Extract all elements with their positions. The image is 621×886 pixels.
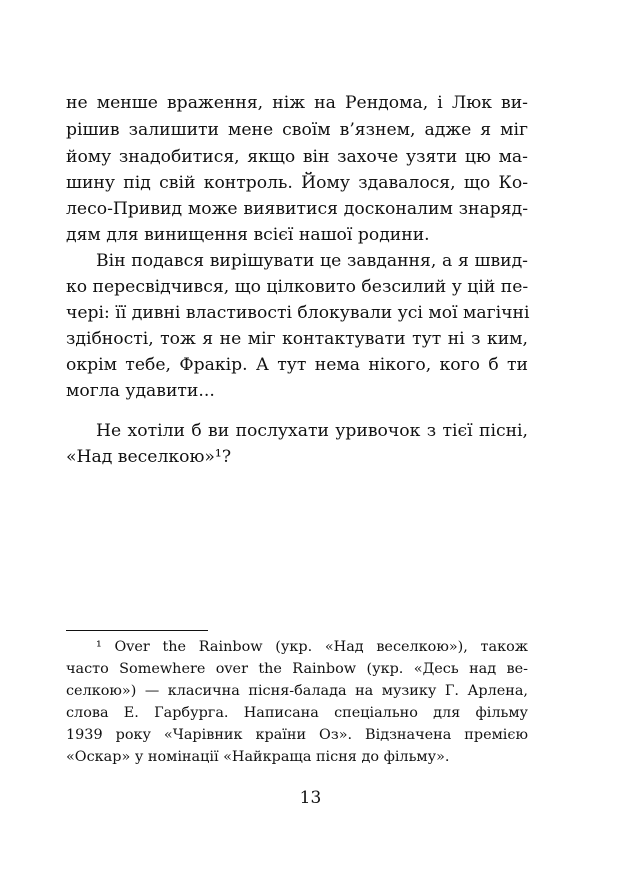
page-number: 13 — [299, 788, 322, 808]
footnote-line: слова Е. Гарбурга. Написана спеціально для фільму — [66, 705, 528, 721]
footnote-line: селкою») — класична пісня-балада на музику Г. Арлена, — [66, 683, 528, 699]
body-line: лесо-Привид може виявитися досконалим знаряд- — [66, 199, 528, 219]
body-line: йому знадобитися, якщо він захоче узяти цю ма- — [66, 147, 528, 167]
footnote-line: часто Somewhere over the Rainbow (укр. «Десь над ве- — [66, 661, 528, 677]
body-line: могла удавити... — [66, 381, 215, 401]
body-line: Він подався вирішувати це завдання, а я швид- — [96, 251, 528, 271]
footnote-line: 1939 року «Чарівник країни Оз». Відзначена премією — [66, 727, 528, 743]
footnote-line: ¹ Over the Rainbow (укр. «Над веселкою»), також — [96, 639, 528, 655]
body-line: ко пересвідчився, що цілковито безсилий у цій пе- — [66, 277, 529, 297]
body-line: здібності, тож я не міг контактувати тут ні з ким, — [66, 329, 528, 349]
body-line: «Над веселкою»¹? — [66, 447, 232, 467]
body-line: не менше враження, ніж на Рендома, і Люк ви- — [66, 93, 528, 113]
footnote-rule — [66, 630, 208, 631]
body-line: рішив залишити мене своїм в’язнем, адже я міг — [66, 120, 528, 140]
body-line: чері: її дивні властивості блокували усі мої магічні — [66, 303, 530, 323]
footnote-line: «Оскар» у номінації «Найкраща пісня до фільму». — [66, 749, 450, 765]
body-line: Не хотіли б ви послухати уривочок з тієї пісні, — [96, 421, 528, 441]
body-line: дям для винищення всієї нашої родини. — [66, 225, 430, 245]
body-line: шину під свій контроль. Йому здавалося, що Ко- — [66, 173, 528, 193]
body-line: окрім тебе, Фракір. А тут нема нікого, кого б ти — [66, 355, 528, 375]
